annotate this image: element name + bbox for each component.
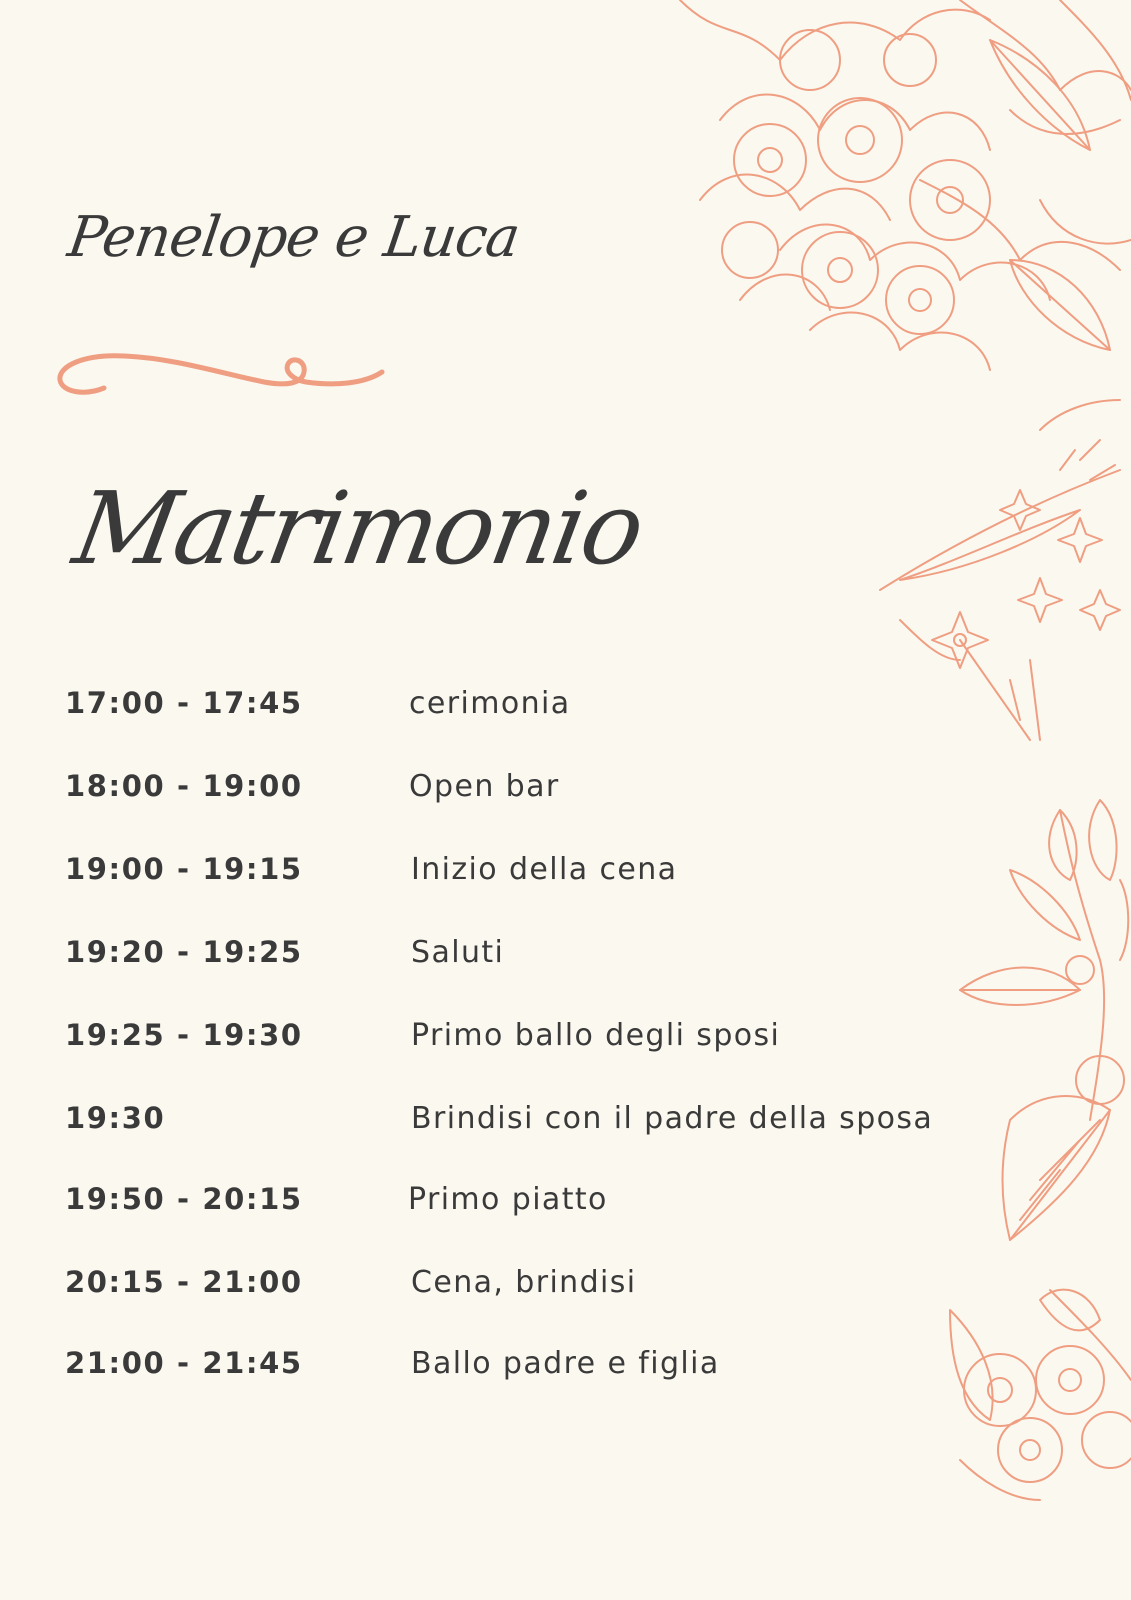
schedule-event: Saluti xyxy=(411,935,505,970)
schedule-time: 17:00 - 17:45 xyxy=(65,686,303,720)
schedule-time: 19:20 - 19:25 xyxy=(65,935,303,969)
schedule-row xyxy=(65,852,925,892)
schedule-event: Primo ballo degli sposi xyxy=(411,1018,781,1053)
schedule-event: Inizio della cena xyxy=(411,852,678,887)
schedule-row xyxy=(65,686,925,726)
schedule-row xyxy=(65,935,925,975)
schedule-row xyxy=(65,769,925,809)
schedule-time: 19:25 - 19:30 xyxy=(65,1018,303,1052)
page-title: Matrimonio xyxy=(66,470,651,587)
schedule-event: Primo piatto xyxy=(408,1182,608,1217)
schedule-row xyxy=(65,1182,925,1222)
schedule-row xyxy=(65,1265,925,1305)
schedule-row xyxy=(65,1346,925,1386)
schedule-row xyxy=(65,1101,934,1141)
schedule-event: Cena, brindisi xyxy=(411,1265,637,1300)
schedule-time: 21:00 - 21:45 xyxy=(65,1346,303,1380)
schedule-event: Brindisi con il padre della sposa xyxy=(411,1101,934,1136)
schedule-time: 20:15 - 21:00 xyxy=(65,1265,303,1299)
schedule-event: Ballo padre e figlia xyxy=(411,1346,720,1381)
schedule-event: cerimonia xyxy=(409,686,571,721)
schedule-time: 18:00 - 19:00 xyxy=(65,769,303,803)
schedule-time: 19:00 - 19:15 xyxy=(65,852,303,886)
couple-names: Penelope e Luca xyxy=(64,205,524,270)
schedule-time: 19:30 xyxy=(65,1101,166,1135)
schedule-time: 19:50 - 20:15 xyxy=(65,1182,303,1216)
schedule-row xyxy=(65,1018,925,1058)
swash-ornament xyxy=(54,350,390,410)
schedule-event: Open bar xyxy=(409,769,560,804)
